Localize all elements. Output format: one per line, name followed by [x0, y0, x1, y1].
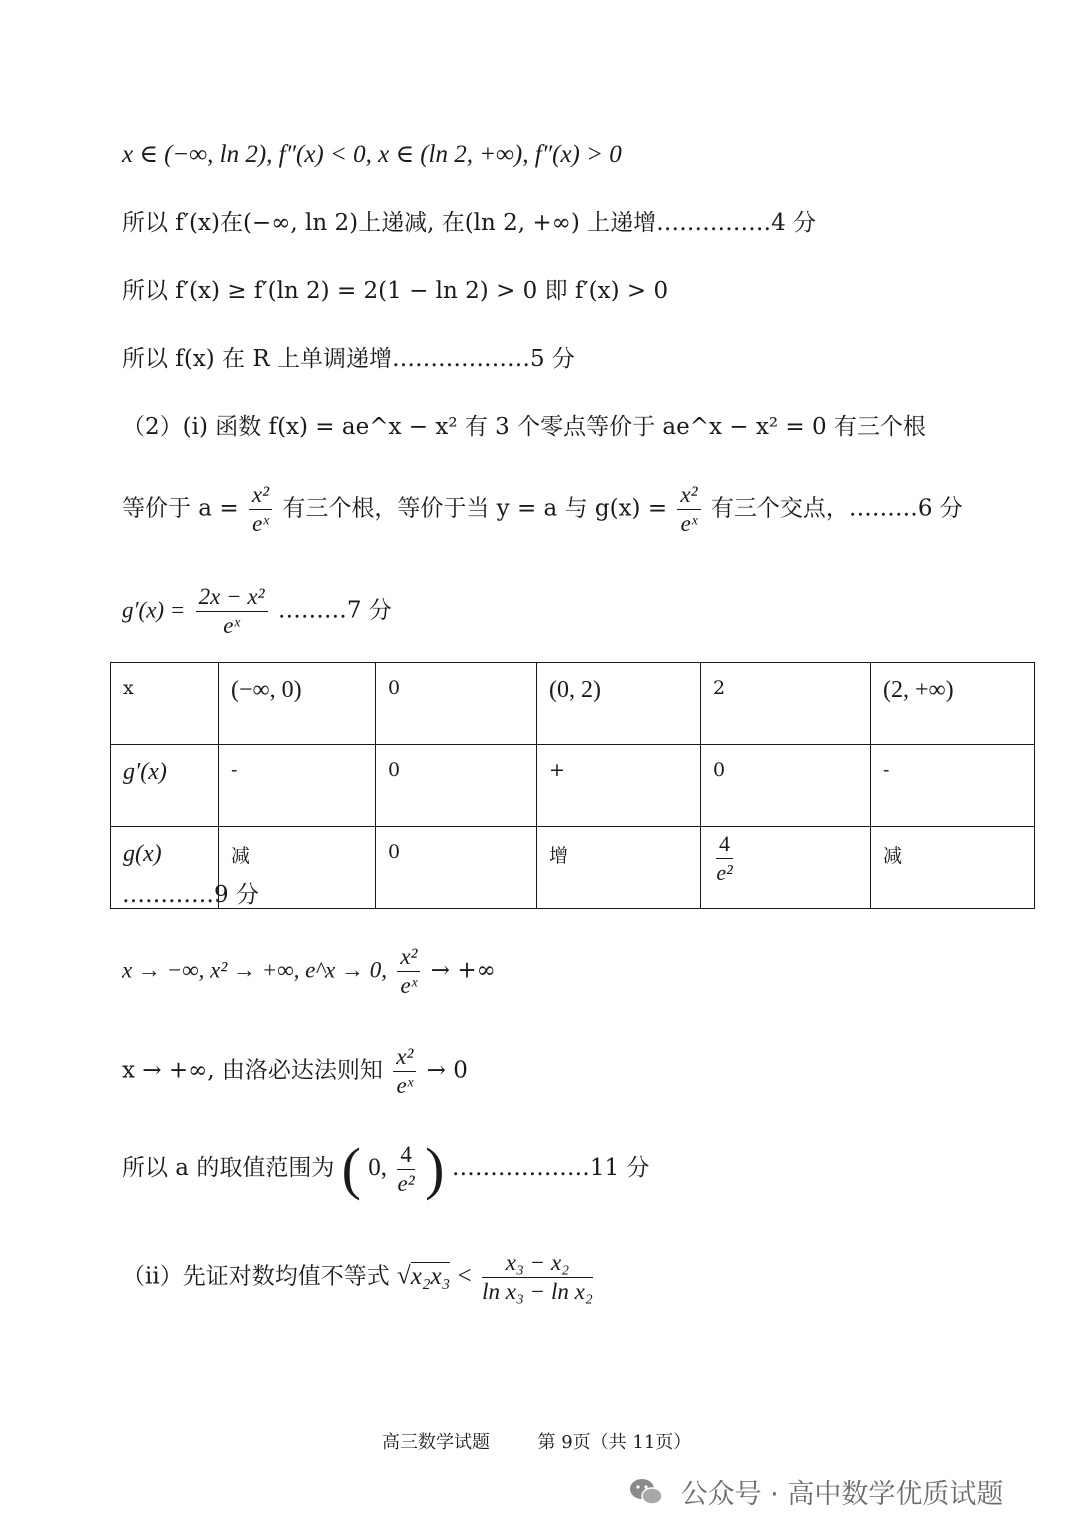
line-fprime-positive: 所以 f′(x) ≥ f′(ln 2) = 2(1 − ln 2) > 0 即 f′(x) > 0: [122, 278, 669, 304]
table-cell: +: [537, 745, 701, 827]
line-log-mean-inequality: （ii）先证对数均值不等式 √x₂x₃ < $\frac{\text{x₃ − x₂}}{\text{ln x₃ − ln x₂}}$: [122, 1250, 593, 1304]
table-row-gprime: [111, 745, 1035, 827]
sqrt-expression: √x₂x₃: [397, 1262, 451, 1290]
table-cell: 0: [376, 827, 537, 909]
table-cell: 增: [537, 827, 701, 909]
table-cell: g′(x): [111, 745, 219, 827]
fraction-log-mean: $\frac{\text{x₃ − x₂}}{\text{ln x₃ − ln x₂}}$: [482, 1250, 593, 1304]
fraction-gprime: $\frac{\text{2x − x²}}{\text{eˣ}}$: [196, 584, 268, 639]
table-cell: (2, +∞): [871, 663, 1035, 745]
table-cell: [701, 827, 871, 909]
footer-page-number: 第 9页（共 11页）: [537, 1432, 692, 1453]
table-cell: -: [219, 745, 376, 827]
fraction-4-over-e2-range: $\frac{4}{\text{e²}}$: [397, 1141, 415, 1196]
table-cell: 0: [376, 745, 537, 827]
line-second-derivative-sign: x ∈ (−∞, ln 2), f″(x) < 0, x ∈ (ln 2, +∞), f″(x) > 0: [122, 141, 622, 168]
line-gprime-formula: g′(x) = $\frac{\text{2x − x²}}{\text{eˣ}}$ ………7 分: [122, 584, 392, 638]
footer-subject: 高三数学试题: [382, 1432, 490, 1453]
table-cell: (−∞, 0): [219, 663, 376, 745]
table-cell: x: [111, 663, 219, 745]
line-limit-neg-inf: x → −∞, x² → +∞, e^x → 0, $\frac{\text{x²}}{\text{eˣ}}$ → +∞: [122, 944, 496, 998]
fraction-x2-over-ex-limit1: $\frac{\text{x²}}{\text{eˣ}}$: [397, 944, 420, 999]
table-cell: g(x): [111, 827, 219, 909]
line-score-9: …………9 分: [122, 882, 259, 908]
line-range-of-a: 所以 a 的取值范围为 ( 0, $\frac{4}{\text{e²}}$ ) ………………11 分: [122, 1136, 650, 1201]
line-equivalent-intersections: 等价于 a = $\frac{\text{x²}}{\text{eˣ}}$ 有三个根，等价于当 y = a 与 g(x) = $\frac{\text{x²}}{\text{eˣ}}$ 有三个交点，………6 分: [122, 482, 963, 536]
fraction-g-x2-over-ex: $\frac{\text{x²}}{\text{eˣ}}$: [677, 482, 700, 537]
line-f-increasing: 所以 f(x) 在 R 上单调递增………………5 分: [122, 346, 575, 372]
wechat-icon: [628, 1477, 664, 1514]
table-cell: 0: [376, 663, 537, 745]
table-row-x: [111, 663, 1035, 745]
table-cell: (0, 2): [537, 663, 701, 745]
wechat-watermark: 公众号 · 高中数学优质试题: [628, 1472, 1003, 1514]
fraction-x2-over-ex: $\frac{\text{x²}}{\text{eˣ}}$: [249, 482, 272, 537]
table-cell: 减: [219, 827, 376, 909]
line-limit-pos-inf: x → +∞, 由洛必达法则知 $\frac{\text{x²}}{\text{eˣ}}$ → 0: [122, 1044, 468, 1098]
line-fprime-monotonic: 所以 f′(x)在(−∞, ln 2)上递减, 在(ln 2, +∞) 上递增……………4 分: [122, 210, 817, 236]
table-cell: -: [871, 745, 1035, 827]
line-part2-zeros: （2）(i) 函数 f(x) = ae^x − x² 有 3 个零点等价于 ae^x − x² = 0 有三个根: [122, 414, 926, 440]
table-cell: 2: [701, 663, 871, 745]
table-cell: 减: [871, 827, 1035, 909]
sign-table: [110, 662, 1035, 909]
page-footer: [382, 1428, 691, 1454]
fraction-x2-over-ex-limit2: $\frac{\text{x²}}{\text{eˣ}}$: [393, 1044, 416, 1099]
fraction-4-over-e2: $\frac{4}{\text{e²}}$: [716, 831, 733, 885]
table-cell: 0: [701, 745, 871, 827]
